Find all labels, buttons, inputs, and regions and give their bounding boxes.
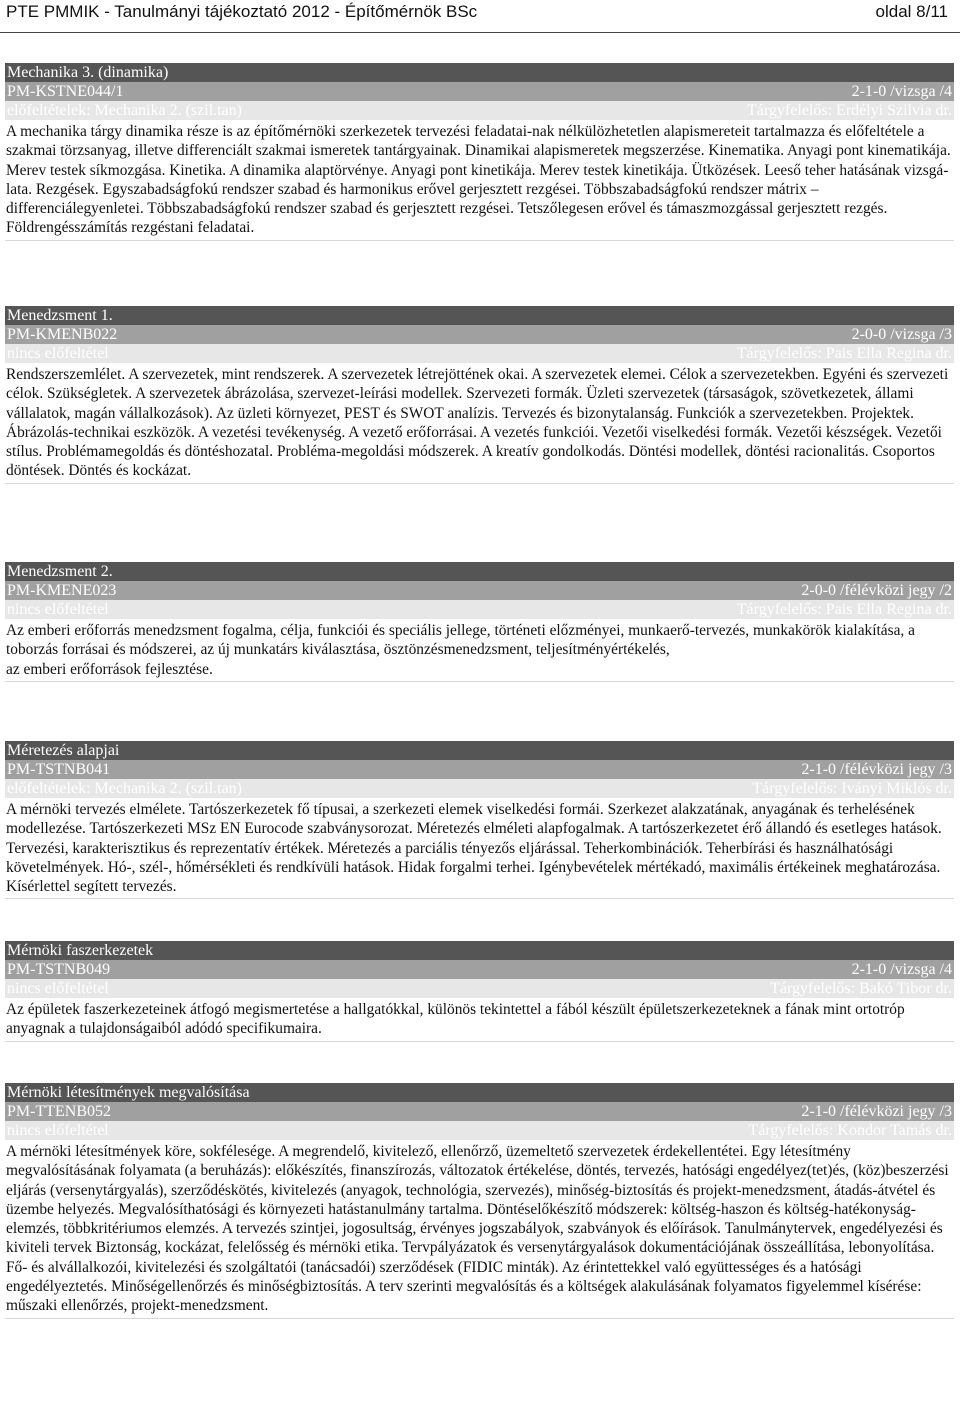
document-title: PTE PMMIK - Tanulmányi tájékoztató 2012 - Építőmérnök BSc [6,2,478,21]
course-prereq: előfeltételek: Mechanika 2. (szil.tan) [7,102,243,119]
course-block [5,562,954,682]
course-prereq: előfeltételek: Mechanika 2. (szil.tan) [7,780,243,797]
course-code-row [5,760,954,779]
description-text: A mechanika tárgy dinamika része is az építőmérnöki szerkezetek tervezési feladatai-nak nélkülözhetetlen alapismereteit tartalmazza és előfeltétele a szakmai törzsanyag, illetve differenciált szakmai ismeretek tantárgyainak. Dinamikai alapismeretek megszerzése. Kinematika. Anyagi pont kinematikája. Merev testek síkmozgása. Kinetika. A dinamika alaptörvénye. Anyagi pont kinetikája. Merev testek kinetikája. Ütközések. Leeső teher hatásának vizsgá-lata. Rezgések. Egyszabadságfokú rendszer szabad és harmonikus erővel gerjesztett rezgései. Többszabadságfokú rendszer mátrix – differenciálegyenletei. Többszabadságfokú rendszer szabad és gerjesztett rezgései. Tetszőlegesen erővel és támaszmozgással gerjesztett rezgés. Földrengésszámítás rezgéstani feladatai. [6,123,951,237]
course-responsible: Tárgyfelelős: Pais Ella Regina dr. [736,601,952,618]
course-block [5,1083,954,1319]
course-description [5,621,954,682]
course-name [5,941,954,960]
course-description [5,800,954,899]
course-responsible: Tárgyfelelős: Kondor Tamás dr. [748,1122,952,1139]
course-description [5,365,954,484]
description-text: Az épületek faszerkezeteinek átfogó megismertetése a hallgatókkal, különös tekintettel a fából készült épületszerkezeteknek a fának mint ortotróp anyagnak a tulajdonságaiból adódó specifikumaira. [6,1001,905,1038]
course-code: PM-TSTNB049 [7,961,111,978]
description-text: A mérnöki tervezés elmélete. Tartószerkezetek fő típusai, a szerkezeti elemek viselkedési formái. Szerkezet alakzatának, anyagának és terhelésének modellezése. Tartószerkezeti MSz EN Eurocode szabványsorozat. Méretezés elméleti alapfogalmak. A tartószerkezetet érő állandó és esetleges hatások. Tervezési, karakterisztikus és reprezentatív értékek. Méretezés a parciális tényezős eljárással. Teherkombinációk. Teherbírási és használhatósági követelmények. Hó-, szél-, hőmérsékleti és rendkívüli hatások. Hidak forgalmi terhei. Igénybevételek mértékadó, maximális értékeinek meghatározása. Kísérlettel segített tervezés. [6,801,942,896]
course-responsible: Tárgyfelelős: Pais Ella Regina dr. [736,345,952,362]
course-block [5,941,954,1042]
course-name-text: Menedzsment 1. [7,307,113,324]
course-code: PM-KSTNE044/1 [7,83,124,100]
course-prereq-row [5,600,954,619]
course-code: PM-TTENB052 [7,1103,111,1120]
course-prereq: nincs előfeltétel [7,980,109,997]
course-name [5,741,954,760]
course-code-row [5,82,954,101]
course-credits: 2-0-0 /félévközi jegy /2 [801,582,952,599]
course-code-row [5,581,954,600]
course-credits: 2-1-0 /vizsga /4 [851,961,952,978]
course-prereq-row [5,344,954,363]
course-credits: 2-0-0 /vizsga /3 [851,326,952,343]
course-description [5,1142,954,1319]
course-code: PM-KMENE023 [7,582,117,599]
course-name [5,1083,954,1102]
course-name [5,562,954,581]
course-responsible: Tárgyfelelős: Erdélyi Szilvia dr. [747,102,952,119]
course-credits: 2-1-0 /vizsga /4 [851,83,952,100]
course-code-row [5,325,954,344]
course-code-row [5,1102,954,1121]
course-name-text: Méretezés alapjai [7,742,120,759]
course-name-text: Mérnöki létesítmények megvalósítása [7,1084,250,1101]
course-prereq-row [5,979,954,998]
course-description [5,122,954,241]
course-prereq: nincs előfeltétel [7,601,109,618]
course-description [5,1000,954,1042]
course-responsible: Tárgyfelelős: Bakó Tibor dr. [770,980,952,997]
course-name-text: Mérnöki faszerkezetek [7,942,154,959]
course-block [5,63,954,241]
course-name-text: Mechanika 3. (dinamika) [7,64,169,81]
course-prereq-row [5,101,954,120]
page-header [0,0,960,40]
course-name-text: Menedzsment 2. [7,563,113,580]
course-code: PM-TSTNB041 [7,761,111,778]
description-text: A mérnöki létesítmények köre, sokfélesége. A megrendelő, kivitelező, ellenőrző, üzemeltető szervezetek érdekellentétei. Egy létesítmény megvalósításának folyamata (a beruházás): előkészítés, finanszírozás, változatok értékelése, döntés, tervezés, hatósági engedélyez(tet)és, (köz)beszerzési eljárás (versenytárgyalás), szerződéskötés, kivitelezés (anyagok, technológia, szervezés), minőség-biztosítás és projekt-menedzsment, átadás-átvétel és üzembe helyezés. Megvalósíthatósági és környezeti hatástanulmány tartalma. Döntéselőkészítő módszerek: költség-haszon és költség-hatékonyság-elemzés, többkritériumos elemzés. A tervezés szintjei, jogosultság, érvényes jogszabályok, szabványok és előírások. Tanulmánytervek, engedélyezési és kiviteli tervek Biztonság, kockázat, felelősség és mérnöki etika. Tervpályázatok és versenytárgyalások dokumentációjának összeállítása, lebonyolítása. Fő- és alvállalkozói, kivitelezési és szolgáltatói (tanácsadói) szerződések (FIDIC minták). Az érintettekkel való együttességes és a hatósági engedélyeztetés. Minőségellenőrzés és minőségbiztosítás. A terv szerinti megvalósítás és a költségek alakulásának folyamatos figyelemmel kísérése: műszaki ellenőrzés, projekt-menedzsment. [6,1143,949,1315]
description-text: az emberi erőforrások fejlesztése. [6,660,213,678]
course-block [5,306,954,484]
course-prereq: nincs előfeltétel [7,1122,109,1139]
course-prereq-row [5,1121,954,1140]
description-text: Rendszerszemlélet. A szervezetek, mint rendszerek. A szervezetek létrejöttének okai. A szervezetek elemei. Célok a szervezetekben. Egyéni és szervezeti célok. Szükségletek. A szervezetek ábrázolása, szervezet-leírási modellek. Szervezeti formák. Üzleti szervezetek (társaságok, szövetkezetek, állami vállalatok, magán vállalkozások). Az üzleti környezet, PEST és SWOT analízis. Tervezés és bizonytalanság. Funkciók a szervezetekben. Projektek. Ábrázolás-technikai eszközök. A vezetési tevékenység. A vezető erőforrásai. A vezetés funkciói. Vezetői viselkedési formák. Vezetői készségek. Vezetői stílus. Problémamegoldás és döntéshozatal. Probléma-megoldási módszerek. A kreatív gondolkodás. Döntési modellek, döntési racionalitás. Csoportos döntések. Döntés és kockázat. [6,366,949,480]
course-name [5,306,954,325]
course-responsible: Tárgyfelelős: Iványi Miklós dr. [752,780,952,797]
course-code-row [5,960,954,979]
course-prereq: nincs előfeltétel [7,345,109,362]
course-credits: 2-1-0 /félévközi jegy /3 [801,1103,952,1120]
page-number: oldal 8/11 [875,2,948,21]
course-prereq-row [5,779,954,798]
course-name [5,63,954,82]
description-text: Az emberi erőforrás menedzsment fogalma, célja, funkciói és speciális jellege, történeti előzményei, munkaerő-tervezés, munkakörök kialakítása, a toborzás forrásai és módszerei, az új munkatárs kiválasztása, ösztönzésmenedzsment, teljesítményértékelés, [6,622,915,659]
course-block [5,741,954,899]
course-credits: 2-1-0 /félévközi jegy /3 [801,761,952,778]
header-divider [0,32,960,33]
course-code: PM-KMENB022 [7,326,118,343]
